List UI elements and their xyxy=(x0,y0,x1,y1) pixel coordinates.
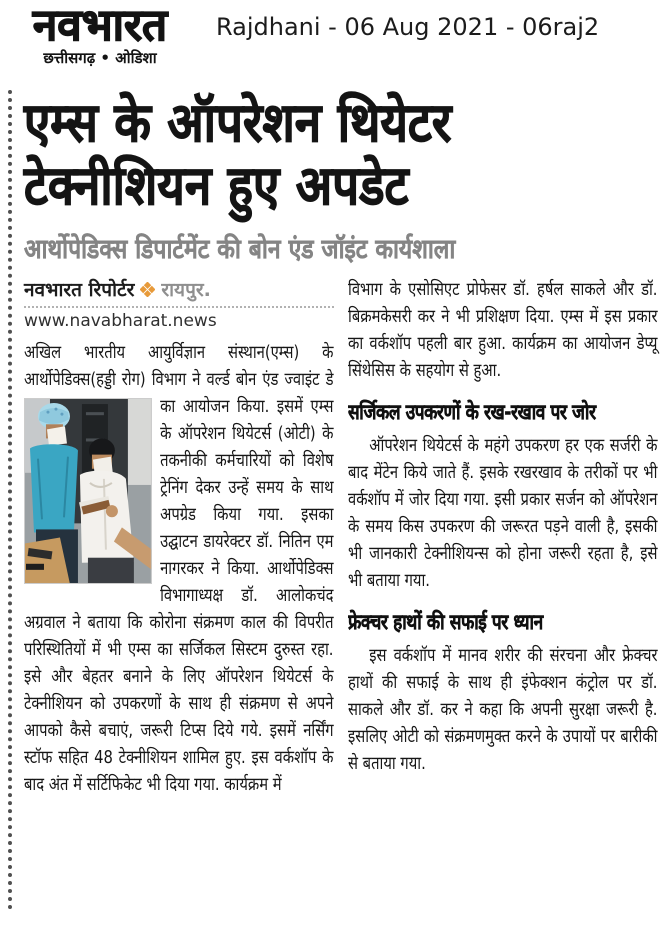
article-subheadline: आर्थोपेडिक्स डिपार्टमेंट की बोन एंड जॉइंट कार्यशाला xyxy=(24,234,456,266)
fracture-paragraph: इस वर्कशॉप में मानव शरीर की संरचना और फ्रेक्चर हाथों की सफाई के साथ ही इंफेक्शन कंट्रोल पर डॉ. साकले और डॉ. कर ने कहा कि अपनी सुरक्षा जरूरी है. इसलिए ओटी को संक्रमणमुक्त करने के उपायों पर बारीकी से बताया गया. xyxy=(347,645,658,775)
workshop-photo-illustration xyxy=(24,398,152,584)
headline-line-2: टेक्नीशियन हुए अपडेट xyxy=(24,153,409,217)
left-column-body xyxy=(24,339,334,798)
intro-text-after-photo: एम्स के ऑपरेशन थियेटर्स (ओटी) के तकनीकी कर्मचारियों को विशेष ट्रेनिंग देकर उन्हें समय के साथ अपग्रेड किया गया. इसका उद्घाटन डायरेक्टर डॉ. नितिन एम नागरकर ने किया. आर्थोपेडिक्स विभागाध्यक्ष डॉ. आलोकचंद अग्रवाल ने बताया कि कोरोना संक्रमण काल की विपरीत परिस्थितियों में भी एम्स का सर्जिकल सिस्टम दुरुस्त रहा. इसे और बेहतर बनाने के लिए ऑपरेशन थियेटर्स के टेक्नीशियन को उपकरणों के साथ ही संक्रमण से अपने आपको कैसे बचाएं, जरूरी टिप्स दिये गये. इसमें नर्सिंग स्टॉफ सहित 48 टेक्नीशियन शामिल हुए. इस वर्कशॉप के बाद अंत में सर्टिफिकेट भी दिया गया. कार्यक्रम में xyxy=(24,396,334,796)
headline-line-1: एम्स के ऑपरेशन थियेटर xyxy=(24,91,452,154)
masthead xyxy=(10,2,190,68)
scan-caption: Rajdhani - 06 Aug 2021 - 06raj2 xyxy=(216,13,600,41)
continuation-paragraph: विभाग के एसोसिएट प्रोफेसर डॉ. हर्षल साकले और डॉ. बिक्रमकेसरी कर ने भी प्रशिक्षण दिया. एम्स में इस प्रकार का वर्कशॉप पहली बार हुआ. कार्यक्रम का आयोजन डेप्यू सिंथेसिस के सहयोग से हुआ. xyxy=(347,279,658,382)
maintenance-paragraph: ऑपरेशन थियेटर्स के महंगे उपकरण हर एक सर्जरी के बाद मेंटेन किये जाते हैं. इसके रखरखाव के तरीकों पर भी वर्कशॉप में जोर दिया गया. इसी प्रकार सर्जन को ऑपरेशन के समय किस उपकरण की जरूरत पड़ने वाली है, इसकी भी जानकारी टेक्नीशियन्स को होना जरूरी रहता है, इसे भी बताया गया. xyxy=(347,435,658,592)
intro-paragraph xyxy=(24,339,334,798)
article-headline xyxy=(24,92,657,217)
masthead-subtitle: छत्तीसगढ़ • ओडिशा xyxy=(43,48,157,67)
byline xyxy=(24,276,334,302)
right-column xyxy=(348,276,658,798)
intro-text-before-photo: अखिल भारतीय आयुर्विज्ञान संस्थान(एम्स) के आर्थोपेडिक्स(हड्डी रोग) विभाग ने वर्ल्ड बोन एंड ज्वाइंट डे का आयोजन किया. इसमें xyxy=(24,342,334,418)
masthead-logo: नवभारत xyxy=(32,0,168,51)
left-column xyxy=(24,276,334,798)
byline-reporter: नवभारत रिपोर्टर xyxy=(24,279,135,302)
article-clip xyxy=(8,90,665,910)
section-heading-fracture: फ्रेक्चर हाथों की सफाई पर ध्यान xyxy=(347,610,543,635)
website-url: www.navabharat.news xyxy=(24,311,217,332)
right-column-body xyxy=(348,276,658,777)
section-heading-maintenance: सर्जिकल उपकरणों के रख-रखाव पर जोर xyxy=(347,400,596,425)
article-columns xyxy=(24,276,657,798)
diamond-icon xyxy=(140,280,155,302)
byline-divider xyxy=(24,306,334,308)
byline-location: रायपुर. xyxy=(161,279,211,302)
workshop-photo xyxy=(24,398,152,584)
